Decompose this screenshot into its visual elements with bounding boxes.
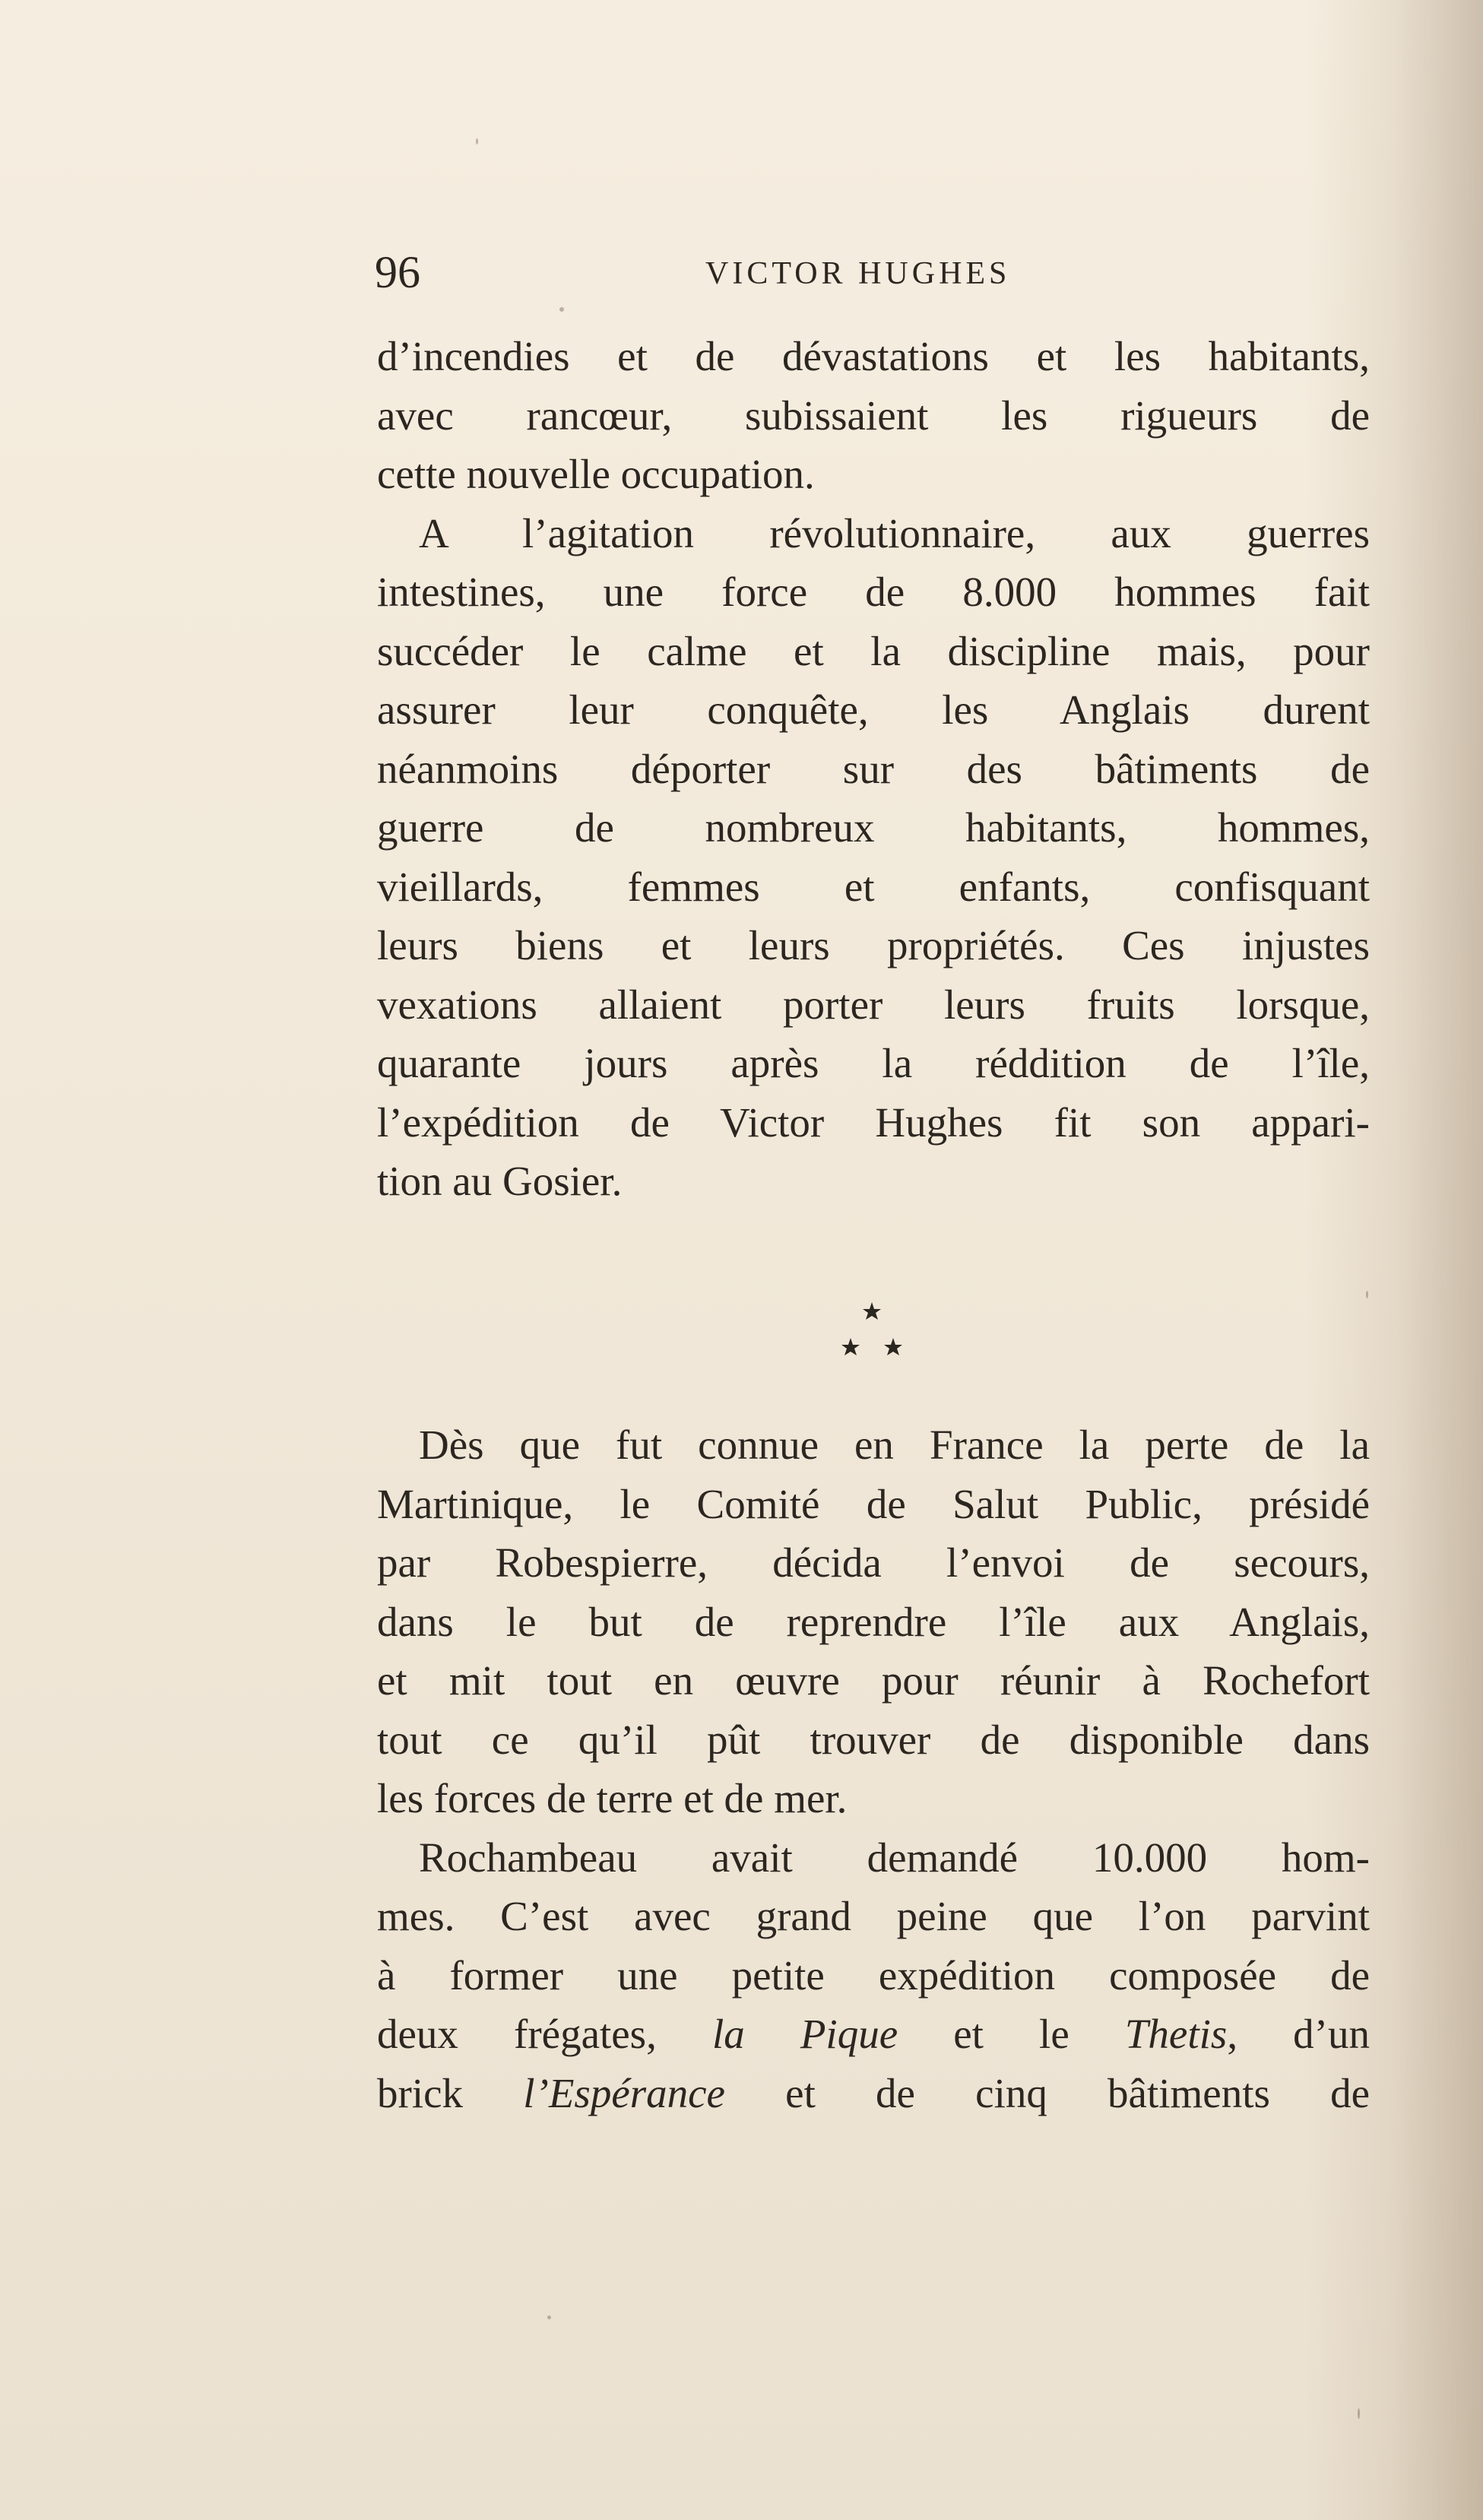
text-fragment: et le: [953, 2011, 1069, 2057]
paragraph-continuation: [377, 327, 1370, 504]
text-line: l’expédition de Victor Hughes fit son appari-: [377, 1098, 1370, 1146]
text-fragment: brick: [377, 2069, 464, 2116]
paragraph-rochambeau: [377, 1828, 1370, 2123]
text-line: quarante jours après la réddition de l’île,: [377, 1040, 1370, 1086]
text-line: à former une petite expédition composée de: [377, 1951, 1370, 1999]
page-header: [0, 242, 1483, 310]
ship-name: la Pique: [711, 2011, 898, 2057]
text-line: tion au Gosier.: [377, 1158, 623, 1204]
paragraph-agitation: [377, 504, 1370, 1211]
asterism-icon: [829, 1296, 912, 1380]
text-line: leurs biens et leurs propriétés. Ces injustes: [377, 922, 1370, 968]
paragraph-france: [377, 1415, 1370, 1828]
text-line: intestines, une force de 8.000 hommes fait: [377, 569, 1370, 615]
speck: [547, 2316, 551, 2319]
text-line: Rochambeau avait demandé 10.000 hom-: [419, 1834, 1370, 1881]
text-line: vexations allaient porter leurs fruits lorsque,: [377, 981, 1370, 1028]
text-line: néanmoins déporter sur des bâtiments de: [377, 745, 1370, 792]
ship-name: Thetis: [1124, 2011, 1228, 2057]
ship-name: l’Espérance: [523, 2069, 725, 2116]
text-line: par Robespierre, décida l’envoi de secours,: [377, 1539, 1370, 1586]
text-fragment: deux frégates,: [377, 2011, 657, 2057]
text-line: cette nouvelle occupation.: [377, 451, 815, 497]
text-line: d’incendies et de dévastations et les habitants,: [377, 333, 1370, 379]
text-line: mes. C’est avec grand peine que l’on parvint: [377, 1893, 1370, 1939]
speck: [476, 138, 478, 144]
text-line: A l’agitation révolutionnaire, aux guerres: [419, 509, 1370, 556]
text-line: avec rancœur, subissaient les rigueurs de: [377, 391, 1370, 439]
text-line: succéder le calme et la discipline mais, pour: [377, 627, 1370, 674]
running-title: VICTOR HUGHES: [705, 256, 1011, 291]
page-number: 96: [375, 247, 420, 297]
text-line: assurer leur conquête, les Anglais durent: [377, 686, 1370, 733]
text-fragment: , d’un: [1227, 2011, 1370, 2057]
text-line-with-ships: [377, 2005, 1370, 2064]
speck: [559, 307, 564, 312]
text-line-with-ship: [377, 2064, 1370, 2123]
body-text-top: [377, 327, 1370, 1211]
text-line: tout ce qu’il pût trouver de disponible dans: [377, 1716, 1370, 1763]
text-line: dans le but de reprendre l’île aux Anglais,: [377, 1598, 1370, 1645]
text-fragment: et de cinq bâtiments de: [785, 2069, 1371, 2116]
speck: [1366, 1291, 1368, 1298]
body-text-bottom: [377, 1415, 1370, 2122]
text-line: Martinique, le Comité de Salut Public, présidé: [377, 1480, 1370, 1527]
text-line: Dès que fut connue en France la perte de la: [419, 1422, 1370, 1468]
text-line: guerre de nombreux habitants, hommes,: [377, 804, 1370, 851]
speck: [1358, 2408, 1360, 2419]
text-line: vieillards, femmes et enfants, confisquant: [377, 863, 1370, 910]
text-line: les forces de terre et de mer.: [377, 1775, 848, 1821]
text-line: et mit tout en œuvre pour réunir à Rochefort: [377, 1657, 1370, 1704]
